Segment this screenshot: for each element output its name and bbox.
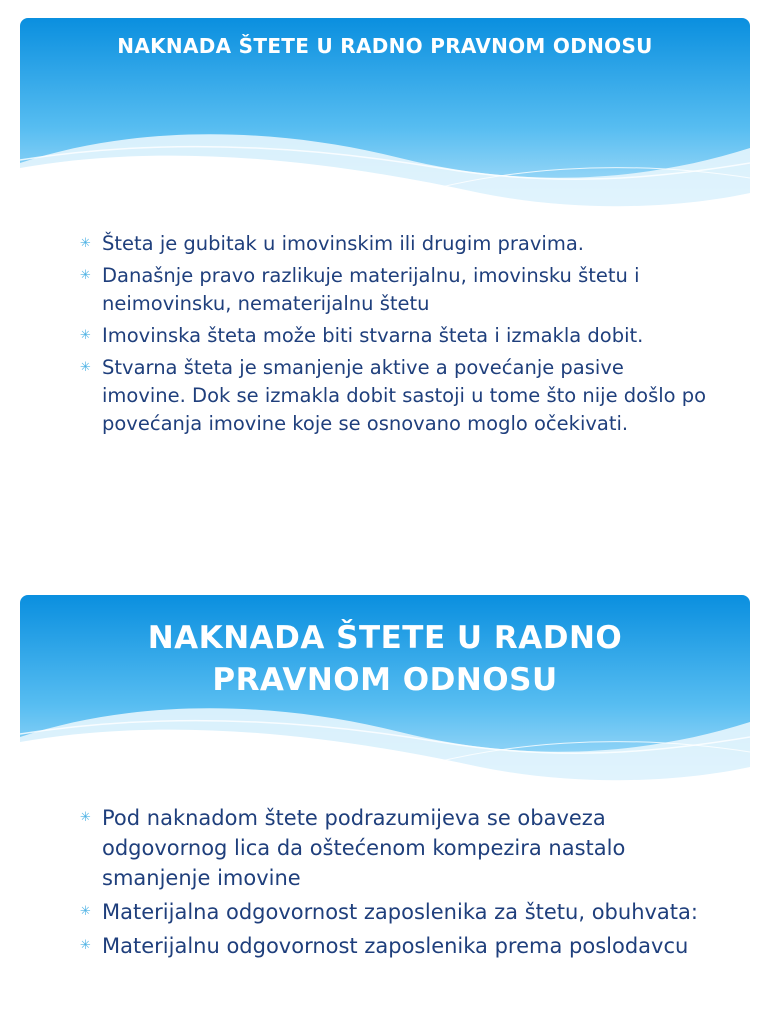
list-item (80, 931, 710, 961)
list-item (80, 803, 710, 893)
bullet-text: Današnje pravo razlikuje materijalnu, imovinsku štetu i neimovinsku, nematerijalnu štetu (102, 264, 640, 315)
asterisk-bullet-icon: ✳ (80, 236, 91, 251)
bullet-text: Materijalnu odgovornost zaposlenika prema poslodavcu (102, 934, 689, 958)
list-item (80, 354, 710, 438)
bullet-list (80, 803, 710, 965)
bullet-text: Šteta je gubitak u imovinskim ili drugim pravima. (102, 232, 584, 255)
bullet-text: Stvarna šteta je smanjenje aktive a povećanje pasive imovine. Dok se izmakla dobit sastoji u tome što nije došlo po povećanja imovine koje se osnovano moglo očekivati. (102, 356, 707, 435)
bullet-list (80, 230, 710, 442)
list-item (80, 897, 710, 927)
list-item (80, 262, 710, 318)
slide-title: NAKNADA ŠTETE U RADNO PRAVNOM ODNOSU (117, 34, 653, 58)
bullet-text: Imovinska šteta može biti stvarna šteta i izmakla dobit. (102, 324, 644, 347)
asterisk-bullet-icon: ✳ (80, 268, 91, 283)
slide-title: NAKNADA ŠTETE U RADNO PRAVNOM ODNOSU (147, 620, 623, 698)
bullet-text: Pod naknadom štete podrazumijeva se obaveza odgovornog lica da oštećenom kompezira nastalo smanjenje imovine (102, 806, 626, 890)
slide-1 (20, 18, 750, 558)
asterisk-bullet-icon: ✳ (80, 328, 91, 343)
asterisk-bullet-icon: ✳ (80, 904, 91, 919)
asterisk-bullet-icon: ✳ (80, 938, 91, 953)
list-item (80, 322, 710, 350)
bullet-text: Materijalna odgovornost zaposlenika za štetu, obuhvata: (102, 900, 698, 924)
list-item (80, 230, 710, 258)
asterisk-bullet-icon: ✳ (80, 360, 91, 375)
asterisk-bullet-icon: ✳ (80, 810, 91, 825)
slide-2 (20, 595, 750, 1035)
